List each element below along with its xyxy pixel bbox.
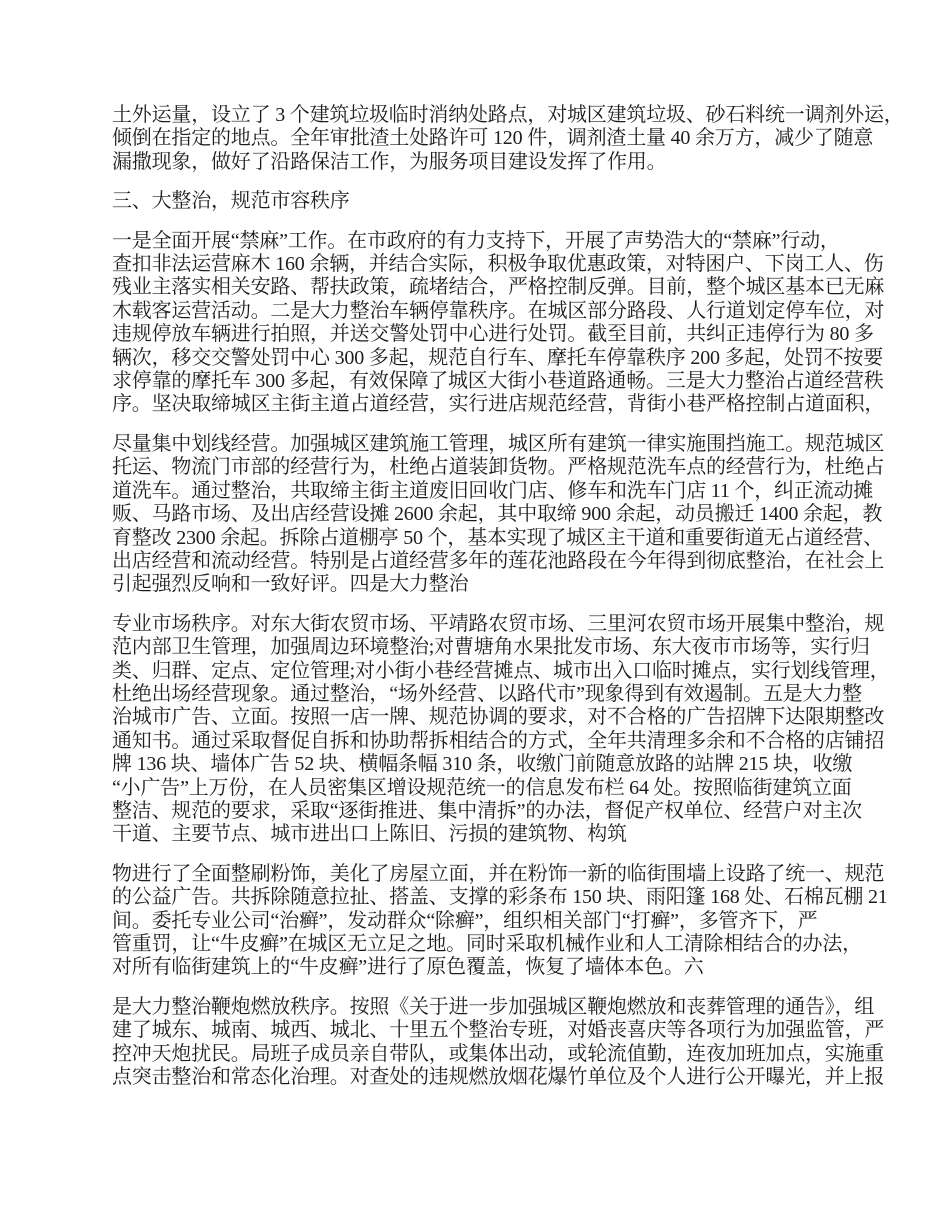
text-line: 点突击整治和常态化治理。对查处的违规燃放烟花爆竹单位及个人进行公开曝光，并上报 — [112, 1066, 885, 1089]
text-line: 物进行了全面整刷粉饰，美化了房屋立面，并在粉饰一新的临街围墙上设路了统一、规范 — [112, 862, 885, 885]
text-line: 道洗车。通过整治，共取缔主街主道废旧回收门店、修车和洗车门店 11 个，纠正流动摊 — [112, 479, 874, 502]
text-line: 建了城东、城南、城西、城北、十里五个整治专班，对婚丧喜庆等各项行为加强监管，严 — [112, 1019, 885, 1042]
paragraph — [112, 433, 902, 597]
section-heading — [112, 190, 902, 213]
text-line: 范内部卫生管理，加强周边环境整治;对曹塘角水果批发市场、东大夜市市场等，实行归 — [112, 636, 870, 659]
text-line: 类、归群、定点、定位管理;对小街小巷经营摊点、城市出入口临时摊点，实行划线管理， — [112, 659, 890, 682]
text-line: 土外运量，设立了 3 个建筑垃圾临时消纳处路点，对城区建筑垃圾、砂石料统一调剂外运， — [112, 104, 904, 126]
text-line: 通知书。通过采取督促自拆和协助帮拆相结合的方式，全年共清理多余和不合格的店铺招 — [112, 729, 885, 752]
text-line: 残业主落实相关安路、帮扶政策，疏堵结合，严格控制反弹。目前，整个城区基本已无麻 — [112, 276, 885, 299]
text-line: 出店经营和流动经营。特别是占道经营多年的莲花池路段在今年得到彻底整治，在社会上 — [112, 549, 885, 572]
text-line: 育整改 2300 余起。拆除占道棚亭 50 个，基本实现了城区主干道和重要街道无占道经营、 — [112, 526, 883, 549]
text-line: 一是全面开展“禁麻”工作。在市政府的有力支持下，开展了声势浩大的“禁麻”行动， — [112, 229, 840, 252]
text-line: 的公益广告。共拆除随意拉扯、搭盖、支撑的彩条布 150 块、雨阳篷 168 处、石棉瓦棚 21 — [112, 886, 888, 909]
text-line: 违规停放车辆进行拍照，并送交警处罚中心进行处罚。截至目前，共纠正违停行为 80 多 — [112, 323, 874, 346]
text-line: 对所有临街建筑上的“牛皮癣”进行了原色覆盖，恢复了墙体本色。六 — [112, 956, 704, 979]
text-line: 治城市广告、立面。按照一店一牌、规范协调的要求，对不合格的广告招牌下达限期整改 — [112, 706, 885, 729]
text-line: 专业市场秩序。对东大街农贸市场、平靖路农贸市场、三里河农贸市场开展集中整治，规 — [112, 612, 885, 635]
text-line: 贩、马路市场、及出店经营设摊 2600 余起，其中取缔 900 余起，动员搬迁 1400 余起，教 — [112, 503, 883, 526]
paragraph — [112, 230, 902, 417]
text-line: 干道、主要节点、城市进出口上陈旧、污损的建筑物、构筑 — [112, 823, 627, 846]
text-line: 是大力整治鞭炮燃放秩序。按照《关于进一步加强城区鞭炮燃放和丧葬管理的通告》，组 — [112, 995, 875, 1018]
text-line: 杜绝出场经营现象。通过整治，“场外经营、以路代市”现象得到有效遏制。五是大力整 — [112, 682, 862, 705]
text-line: 尽量集中划线经营。加强城区建筑施工管理，城区所有建筑一律实施围挡施工。规范城区 — [112, 432, 885, 455]
text-line: 序。坚决取缔城区主街主道占道经营，实行进店规范经营，背街小巷严格控制占道面积， — [112, 393, 885, 416]
text-line: 托运、物流门市部的经营行为，杜绝占道装卸货物。严格规范洗车点的经营行为，杜绝占 — [112, 456, 885, 479]
text-line: 引起强烈反响和一致好评。四是大力整治 — [112, 573, 469, 596]
document-body — [112, 104, 902, 1105]
paragraph — [112, 863, 902, 980]
text-line: “小广告”上万份，在人员密集区增设规范统一的信息发布栏 64 处。按照临街建筑立面 — [112, 776, 852, 799]
text-line: 木载客运营活动。二是大力整治车辆停靠秩序。在城区部分路段、人行道划定停车位，对 — [112, 299, 885, 322]
text-line: 查扣非法运营麻木 160 余辆，并结合实际，积极争取优惠政策，对特困户、下岗工人、伤 — [112, 253, 884, 276]
text-line: 间。委托专业公司“治癣”，发动群众“除癣”，组织相关部门“打癣”，多管齐下，严 — [112, 909, 818, 932]
text-line: 整洁、规范的要求，采取“逐街推进、集中清拆”的办法，督促产权单位、经营户对主次 — [112, 799, 862, 822]
text-line: 控冲天炮扰民。局班子成员亲自带队，或集体出动，或轮流值勤，连夜加班加点，实施重 — [112, 1042, 885, 1065]
paragraph — [112, 613, 902, 847]
paragraph — [112, 104, 902, 174]
paragraph — [112, 996, 902, 1090]
text-line: 三、大整治，规范市容秩序 — [112, 190, 350, 213]
text-line: 倾倒在指定的地点。全年审批渣土处路许可 120 件，调剂渣土量 40 余万方，减少了随意 — [112, 127, 874, 150]
text-line: 求停靠的摩托车 300 多起，有效保障了城区大街小巷道路通畅。三是大力整治占道经营秩 — [112, 370, 884, 393]
text-line: 管重罚，让“牛皮癣”在城区无立足之地。同时采取机械作业和人工清除相结合的办法， — [112, 933, 862, 955]
text-line: 牌 136 块、墙体广告 52 块、横幅条幅 310 条，收缴门前随意放路的站牌 215 块，收缴 — [112, 753, 853, 776]
text-line: 漏撒现象，做好了沿路保洁工作，为服务项目建设发挥了作用。 — [112, 150, 667, 173]
text-line: 辆次，移交交警处罚中心 300 多起，规范自行车、摩托车停靠秩序 200 多起，处罚不按要 — [112, 346, 883, 369]
